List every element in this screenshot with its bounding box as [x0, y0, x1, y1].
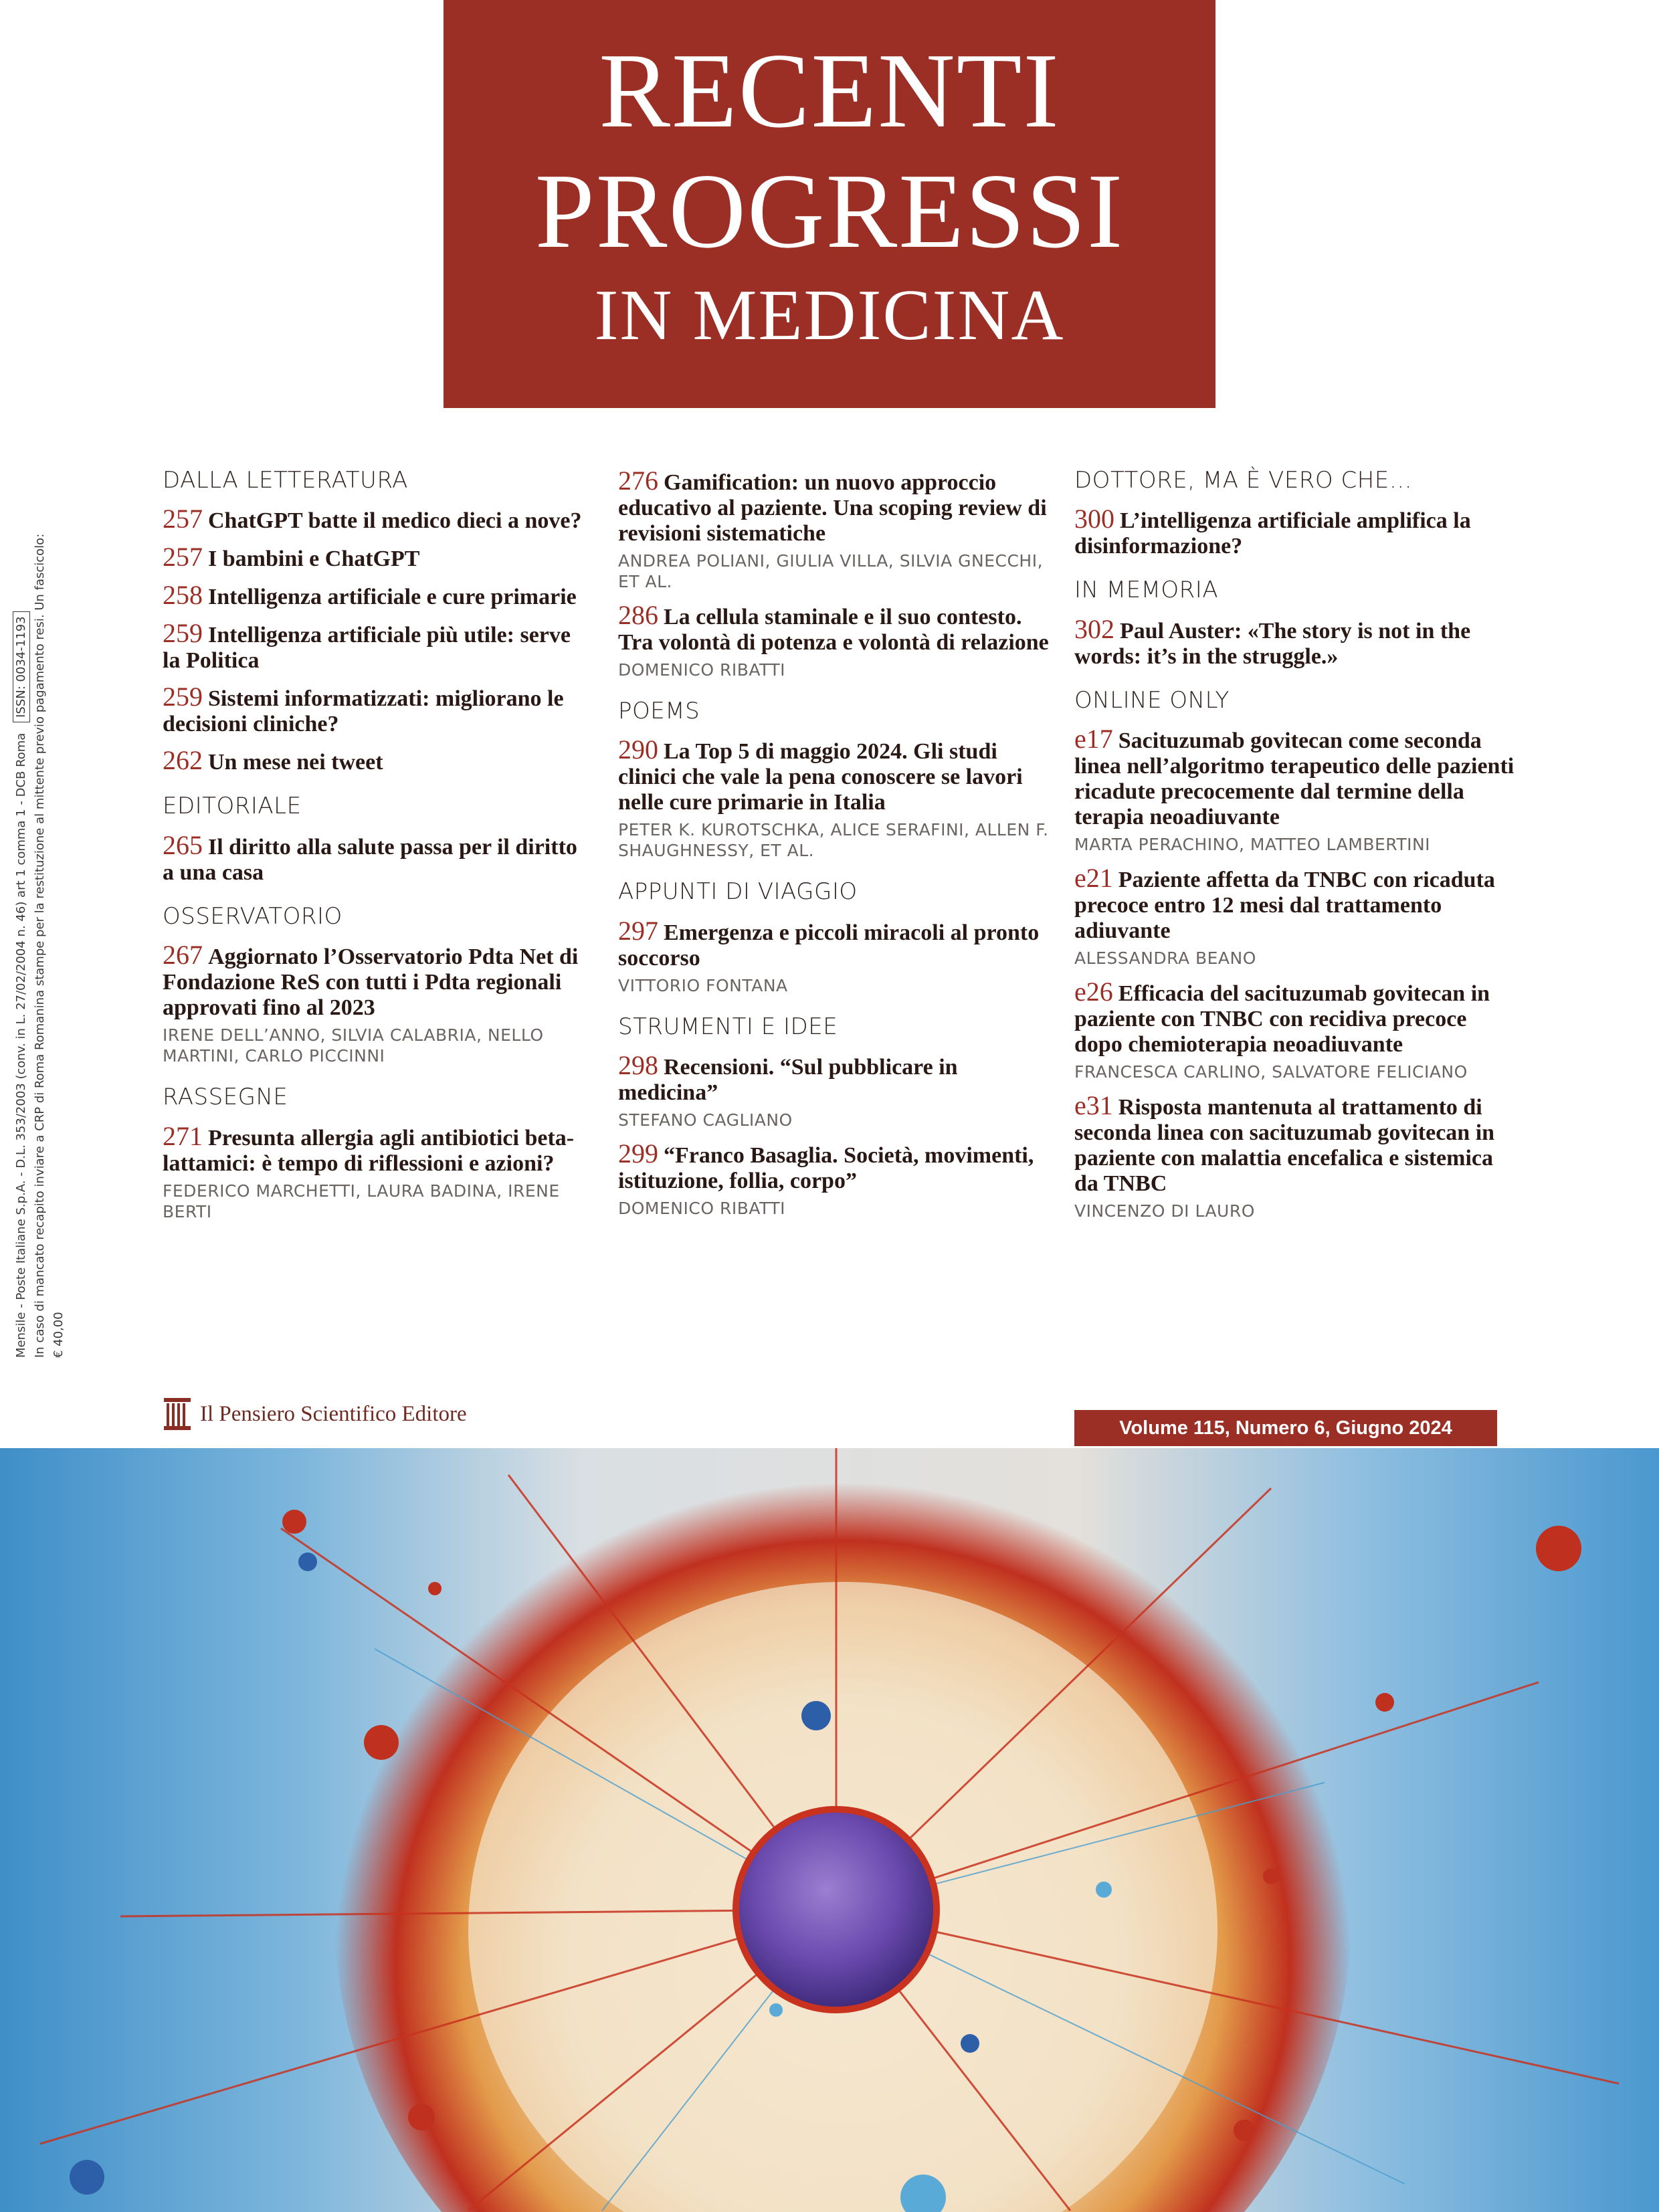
page-number: 290	[618, 734, 658, 765]
entry-title-text: Aggiornato l’Osservatorio Pdta Net di Fondazione ReS con tutti i Pdta regionali approvati fino al 2023	[163, 944, 579, 1021]
section-title: STRUMENTI E IDEE	[618, 1013, 838, 1040]
masthead-title-line3: IN MEDICINA	[594, 276, 1065, 355]
toc-section	[618, 1015, 1053, 1219]
entry-title-text: Risposta mantenuta al trattamento di seconda linea con sacituzumab govitecan in paziente con malattia encefalica e sistemica da TNBC	[1074, 1095, 1495, 1197]
section-title: POEMS	[618, 698, 700, 724]
toc-entry[interactable]	[163, 618, 591, 674]
page-number: e17	[1074, 724, 1113, 755]
issn-box: ISSN: 0034-1193	[13, 611, 30, 722]
entry-title	[163, 506, 591, 534]
column-icon	[163, 1397, 192, 1431]
entry-authors: PETER K. KUROTSCHKA, ALICE SERAFINI, ALLEN F. SHAUGHNESSY, ET AL.	[618, 820, 1049, 861]
toc-entry[interactable]	[1074, 863, 1516, 969]
toc-section	[163, 794, 591, 885]
toc-entry[interactable]	[163, 745, 591, 776]
toc-entry[interactable]	[163, 829, 591, 886]
toc-section	[163, 1085, 591, 1221]
toc-entry[interactable]	[1074, 613, 1516, 670]
toc-section	[163, 468, 591, 775]
entry-title-text: Paul Auster: «The story is not in the words: it’s in the struggle.»	[1074, 618, 1471, 669]
toc-entry[interactable]	[163, 506, 591, 534]
entry-title	[618, 1050, 1053, 1106]
entry-authors: FEDERICO MARCHETTI, LAURA BADINA, IRENE BERTI	[163, 1181, 560, 1221]
entry-authors: VINCENZO DI LAURO	[1074, 1201, 1255, 1221]
toc-entry[interactable]	[163, 580, 591, 611]
entry-title	[163, 580, 591, 611]
entry-authors: MARTA PERACHINO, MATTEO LAMBERTINI	[1074, 835, 1431, 855]
page-number: 302	[1074, 613, 1114, 644]
entry-authors: STEFANO CAGLIANO	[618, 1110, 793, 1130]
entry-title-text: Un mese nei tweet	[208, 750, 383, 775]
entry-title	[618, 600, 1053, 656]
entry-title-text: Sistemi informatizzati: migliorano le decisioni cliniche?	[163, 686, 564, 737]
toc-entry[interactable]	[163, 1120, 591, 1222]
toc-column-right	[1074, 468, 1516, 1240]
toc-entry[interactable]	[163, 544, 591, 572]
toc-entry[interactable]	[1074, 1090, 1516, 1221]
entry-title	[618, 915, 1053, 971]
masthead-title-line2: PROGRESSI	[534, 151, 1125, 270]
legal-line-1: Mensile - Poste Italiane S.p.A. - D.L. 353/2003 (conv. in L. 27/02/2004 n. 46) art 1 comma 1 - DCB Roma	[14, 732, 28, 1358]
toc-section	[1074, 578, 1516, 669]
entry-title	[1074, 613, 1516, 670]
page-number: 265	[163, 829, 203, 860]
entry-title-text: Recensioni. “Sul pubblicare in medicina”	[618, 1055, 958, 1106]
entry-title-text: Gamification: un nuovo approccio educativo al paziente. Una scoping review di revisioni sistematiche	[618, 470, 1047, 546]
entry-title	[163, 745, 591, 776]
entry-authors: IRENE DELL’ANNO, SILVIA CALABRIA, NELLO MARTINI, CARLO PICCINNI	[163, 1025, 544, 1066]
toc-entry[interactable]	[618, 1138, 1053, 1219]
toc-entry[interactable]	[163, 942, 591, 1066]
entry-title	[618, 734, 1053, 815]
entry-title	[163, 1120, 591, 1177]
legal-line-2: In caso di mancato recapito inviare a CRP di Roma Romanina stampe per la restituzione al mittente previo pagamento resi. Un fascicolo: € 40,00	[33, 533, 66, 1358]
volume-info-band: Volume 115, Numero 6, Giugno 2024	[1074, 1410, 1497, 1446]
entry-title-text: L’intelligenza artificiale amplifica la disinformazione?	[1074, 508, 1471, 559]
page-number: 259	[163, 618, 203, 649]
entry-title	[163, 829, 591, 886]
page-number: 257	[163, 542, 203, 573]
publisher-logo	[163, 1397, 467, 1431]
page-number: e21	[1074, 863, 1113, 894]
page-number: 271	[163, 1120, 203, 1151]
page-number: 276	[618, 466, 658, 496]
section-title: EDITORIALE	[163, 793, 302, 820]
entry-title	[163, 544, 591, 572]
entry-authors: ANDREA POLIANI, GIULIA VILLA, SILVIA GNECCHI, ET AL.	[618, 551, 1044, 591]
page-number: 297	[618, 915, 658, 946]
toc-column-left	[163, 468, 591, 1241]
toc-entry[interactable]	[618, 600, 1053, 680]
page-number: e26	[1074, 977, 1113, 1007]
toc-entry[interactable]	[618, 915, 1053, 996]
page-number: 299	[618, 1138, 658, 1169]
entry-authors: DOMENICO RIBATTI	[618, 1199, 785, 1219]
toc-section	[618, 468, 1053, 680]
entry-title	[163, 942, 591, 1021]
toc-entry[interactable]	[618, 734, 1053, 861]
section-title: ONLINE ONLY	[1074, 686, 1230, 714]
section-title: DALLA LETTERATURA	[163, 467, 408, 494]
entry-title-text: Intelligenza artificiale più utile: serve la Politica	[163, 623, 571, 674]
section-title: IN MEMORIA	[1074, 577, 1219, 604]
entry-title	[1074, 726, 1516, 830]
entry-title-text: ChatGPT batte il medico dieci a nove?	[208, 508, 582, 534]
toc-column-middle	[618, 468, 1053, 1237]
toc-section	[618, 880, 1053, 995]
entry-title	[1074, 863, 1516, 944]
masthead-title-line1: RECENTI	[599, 31, 1060, 150]
toc-entry[interactable]	[1074, 726, 1516, 855]
toc-entry[interactable]	[1074, 506, 1516, 559]
toc-entry[interactable]	[163, 684, 591, 737]
entry-title	[163, 684, 591, 737]
page-number: 257	[163, 504, 203, 534]
entry-title-text: Sacituzumab govitecan come seconda linea nell’algoritmo terapeutico delle pazienti ricadute precocemente dal termine della terapia neoadiuvante	[1074, 728, 1515, 830]
page-number: 267	[163, 940, 203, 971]
masthead	[444, 0, 1215, 408]
entry-title-text: Emergenza e piccoli miracoli al pronto soccorso	[618, 920, 1040, 971]
entry-title-text: Efficacia del sacituzumab govitecan in paziente con TNBC con recidiva precoce dopo chemioterapia neoadiuvante	[1074, 981, 1490, 1058]
section-title: OSSERVATORIO	[163, 902, 343, 930]
cover-artwork	[0, 1448, 1659, 2212]
entry-authors: DOMENICO RIBATTI	[618, 660, 785, 680]
entry-title	[1074, 1090, 1516, 1197]
entry-title	[1074, 979, 1516, 1058]
toc-section	[618, 699, 1053, 861]
entry-title-text: Intelligenza artificiale e cure primarie	[208, 585, 577, 610]
publisher-name: Il Pensiero Scientifico Editore	[200, 1401, 467, 1426]
entry-title-text: I bambini e ChatGPT	[208, 546, 420, 572]
entry-title-text: Il diritto alla salute passa per il diritto a una casa	[163, 834, 577, 885]
entry-title	[618, 468, 1053, 546]
entry-title-text: La cellula staminale e il suo contesto. Tra volontà di potenza e volontà di relazione	[618, 605, 1049, 655]
page-number: 262	[163, 745, 203, 776]
section-title: APPUNTI DI VIAGGIO	[618, 878, 858, 906]
page-number: 298	[618, 1050, 658, 1081]
entry-title	[618, 1138, 1053, 1194]
postal-legal-notice	[12, 528, 68, 1358]
entry-authors: ALESSANDRA BEANO	[1074, 948, 1256, 969]
abstract-painting-image	[0, 1448, 1659, 2212]
entry-authors: FRANCESCA CARLINO, SALVATORE FELICIANO	[1074, 1062, 1468, 1082]
toc-entry[interactable]	[1074, 979, 1516, 1082]
entry-title-text: Paziente affetta da TNBC con ricaduta precoce entro 12 mesi dal trattamento adiuvante	[1074, 868, 1495, 944]
page-number: e31	[1074, 1090, 1113, 1121]
toc-section	[1074, 468, 1516, 559]
section-title: DOTTORE, MA È VERO CHE…	[1074, 467, 1413, 494]
entry-authors: VITTORIO FONTANA	[618, 975, 788, 995]
entry-title-text: “Franco Basaglia. Società, movimenti, istituzione, follia, corpo”	[618, 1143, 1034, 1194]
entry-title-text: La Top 5 di maggio 2024. Gli studi clinici che vale la pena conoscere se lavori nelle cure primarie in Italia	[618, 739, 1023, 815]
page-number: 286	[618, 600, 658, 630]
entry-title-text: Presunta allergia agli antibiotici beta-lattamici: è tempo di riflessioni e azioni?	[163, 1125, 575, 1176]
page-number: 259	[163, 682, 203, 712]
entry-title	[163, 618, 591, 674]
page-number: 258	[163, 580, 203, 611]
toc-section	[1074, 688, 1516, 1221]
page-number: 300	[1074, 504, 1114, 534]
entry-title	[1074, 506, 1516, 559]
toc-section	[163, 904, 591, 1066]
toc-entry[interactable]	[618, 468, 1053, 592]
section-title: RASSEGNE	[163, 1084, 288, 1111]
toc-entry[interactable]	[618, 1050, 1053, 1130]
